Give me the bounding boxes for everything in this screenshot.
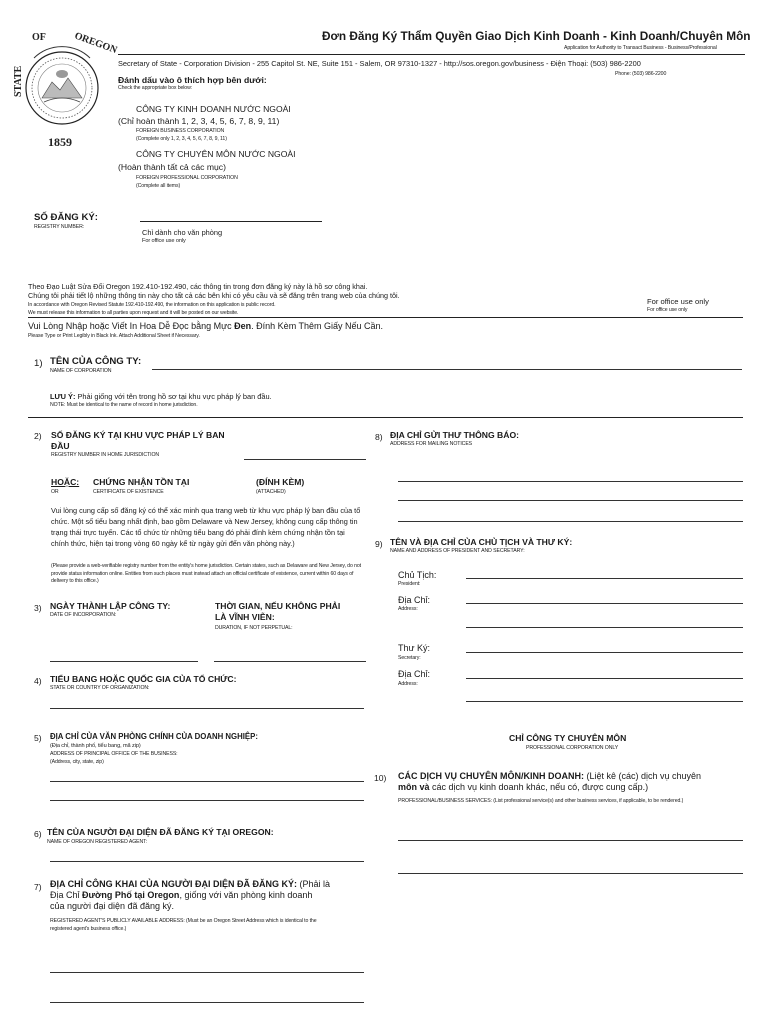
- s2-number: 2): [34, 431, 42, 441]
- president-address-field-1[interactable]: [466, 603, 743, 604]
- s3-number: 3): [34, 603, 42, 613]
- services-field-2[interactable]: [398, 873, 743, 874]
- secretary-label: Thư Ký:: [398, 643, 431, 653]
- s9-label-en: NAME AND ADDRESS OF PRESIDENT AND SECRETARY:: [390, 548, 525, 554]
- s5-sub: (Địa chỉ, thành phố, tiểu bang, mã zip): [50, 743, 141, 749]
- secretary-address-label-en: Address:: [398, 681, 418, 687]
- s2-attached: (ĐÍNH KÈM): [256, 477, 305, 487]
- s2-or: HOẶC:: [51, 477, 80, 487]
- agency-address: Secretary of State - Corporation Division - 255 Capitol St. NE, Suite 151 - Salem, OR 97310-1327 - http://sos.oregon.gov/business - Điện Thoại: (503) 986-2200: [118, 59, 641, 68]
- president-address-label-en: Address:: [398, 606, 418, 612]
- mailing-address-field-1[interactable]: [398, 481, 743, 482]
- registered-agent-field[interactable]: [50, 861, 364, 862]
- s2-or-en: OR: [51, 489, 59, 495]
- s5-number: 5): [34, 733, 42, 743]
- ink-instruction-en: Please Type or Print Legibly in Black Ink. Attach Additional Sheet if Necessary.: [28, 333, 200, 339]
- s1-label-en: NAME OF CORPORATION: [50, 368, 112, 374]
- section-divider: [28, 317, 743, 318]
- s3-label-en: DATE OF INCORPORATION:: [50, 612, 117, 618]
- section-divider-2: [28, 417, 743, 418]
- principal-office-field-2[interactable]: [50, 800, 364, 801]
- secretary-address-field-2[interactable]: [466, 701, 743, 702]
- president-label: Chủ Tịch:: [398, 570, 437, 580]
- president-address-field-2[interactable]: [466, 627, 743, 628]
- office-only-label-en: For office use only: [142, 238, 186, 244]
- s2-attached-en: (ATTACHED): [256, 489, 286, 495]
- check-instruction-en: Check the appropriate box below:: [118, 85, 193, 91]
- registry-label-en: REGISTRY NUMBER:: [34, 224, 85, 230]
- public-record-line1: Theo Đạo Luật Sửa Đổi Oregon 192.410-192.490, các thông tin trong đơn đăng ký này là hồ sơ công khai.: [28, 282, 368, 291]
- s6-label: TÊN CỦA NGƯỜI ĐẠI DIỆN ĐÃ ĐĂNG KÝ TẠI OREGON:: [47, 827, 274, 837]
- s2-label-en: REGISTRY NUMBER IN HOME JURISDICTION: [51, 452, 160, 458]
- option-business-title[interactable]: CÔNG TY KINH DOANH NƯỚC NGOÀI: [136, 104, 291, 114]
- option-professional-note-en: (Complete all items): [136, 183, 181, 189]
- s2-paragraph: Vui lòng cung cấp số đăng ký có thể xác minh qua trang web từ khu vực pháp lý ban đầu của tổ chức. Một số tiểu bang nhất định, bao gồm Delaware và New Jersey, không cung cấp thông tin trạng thái trực tuyến. Các tổ chức từ những tiểu bang đó phải đính kèm chứng nhận tồn tại chính thức, hiện tại trong vòng 60 ngày kể từ ngày gửi đến văn phòng này.): [51, 506, 361, 548]
- mailing-address-field-3[interactable]: [398, 521, 743, 522]
- s5-label: ĐỊA CHỈ CỦA VĂN PHÒNG CHÍNH CỦA DOANH NGHIỆP:: [50, 732, 258, 741]
- incorporation-date-field[interactable]: [50, 661, 198, 662]
- svg-text:STATE: STATE: [13, 65, 24, 97]
- s8-label: ĐỊA CHỈ GỬI THƯ THÔNG BÁO:: [390, 430, 519, 440]
- s2-paragraph-en: (Please provide a web-verifiable registry number from the entity's home jurisdiction. Certain states, such as Delaware and New Jersey, do not provide status information online. Entities from such places must instead attach an official certificate of existence, current within 60 days of delivery to this office.): [51, 563, 362, 584]
- secretary-address-field-1[interactable]: [466, 678, 743, 679]
- s3-duration-en: DURATION, IF NOT PERPETUAL:: [215, 625, 293, 631]
- s1-note-en: NOTE: Must be identical to the name of record in home jurisdiction.: [50, 402, 198, 408]
- s3-duration-2: LÀ VĨNH VIỄN:: [215, 612, 275, 622]
- s6-number: 6): [34, 829, 42, 839]
- public-record-line2: Chúng tôi phải tiết lộ những thông tin này cho tất cả các bên khi có yêu cầu và sẽ đăng trên trang web của chúng tôi.: [28, 291, 400, 300]
- s5-sub-en: (Address, city, state, zip): [50, 759, 104, 765]
- professional-only-title-en: PROFESSIONAL CORPORATION ONLY: [526, 745, 619, 751]
- home-registry-number-field[interactable]: [244, 459, 366, 460]
- form-subtitle-en: Application for Authority to Transact Business - Business/Professional: [564, 45, 717, 51]
- office-only-label: Chỉ dành cho văn phòng: [142, 228, 223, 237]
- s1-label: TÊN CỦA CÔNG TY:: [50, 356, 142, 367]
- secretary-field[interactable]: [466, 652, 743, 653]
- s6-label-en: NAME OF OREGON REGISTERED AGENT:: [47, 839, 147, 845]
- s8-label-en: ADDRESS FOR MAILING NOTICES: [390, 441, 473, 447]
- s4-label: TIỂU BANG HOẶC QUỐC GIA CỦA TỔ CHỨC:: [50, 674, 237, 684]
- option-professional-title[interactable]: CÔNG TY CHUYÊN MÔN NƯỚC NGOÀI: [136, 149, 296, 159]
- s3-duration-1: THỜI GIAN, NẾU KHÔNG PHẢI: [215, 601, 341, 611]
- s9-number: 9): [375, 539, 383, 549]
- s10-number: 10): [374, 773, 387, 783]
- s2-label-1: SỐ ĐĂNG KÝ TẠI KHU VỰC PHÁP LÝ BAN: [51, 430, 225, 440]
- agent-address-field-2[interactable]: [50, 1002, 364, 1003]
- option-professional-en: FOREIGN PROFESSIONAL CORPORATION: [136, 175, 238, 181]
- public-record-line4: We must release this information to all parties upon request and it will be posted on our website.: [28, 310, 239, 316]
- option-business-note-en: (Complete only 1, 2, 3, 4, 5, 6, 7, 8, 9, 11): [136, 136, 227, 142]
- services-field-1[interactable]: [398, 840, 743, 841]
- for-office-use-en: For office use only: [647, 307, 688, 313]
- form-title: Đơn Đăng Ký Thẩm Quyền Giao Dịch Kinh Doanh - Kinh Doanh/Chuyên Môn: [322, 29, 751, 43]
- duration-field[interactable]: [214, 661, 366, 662]
- registry-label: SỐ ĐĂNG KÝ:: [34, 212, 98, 223]
- s5-label-en: ADDRESS OF PRINCIPAL OFFICE OF THE BUSINESS:: [50, 751, 178, 757]
- s10-label: CÁC DỊCH VỤ CHUYÊN MÔN/KINH DOANH: (Liệt kê (các) dịch vụ chuyên môn và các dịch vụ kinh doanh khác, nếu có, được cung cấp.): [398, 771, 702, 792]
- professional-only-title: CHỈ CÔNG TY CHUYÊN MÔN: [509, 733, 627, 743]
- secretary-address-label: Địa Chỉ:: [398, 669, 431, 679]
- s1-number: 1): [34, 358, 43, 369]
- option-professional-note: (Hoàn thành tất cả các mục): [118, 162, 226, 172]
- oregon-state-seal: [13, 24, 119, 152]
- president-address-label: Địa Chỉ:: [398, 595, 431, 605]
- s7-label-en-2: registered agent's business office.): [50, 926, 127, 932]
- svg-text:OREGON: OREGON: [72, 30, 119, 57]
- s1-note: LƯU Ý: Phải giống với tên trong hồ sơ tại khu vực pháp lý ban đầu.: [50, 392, 272, 401]
- state-country-field[interactable]: [50, 708, 364, 709]
- s4-number: 4): [34, 676, 42, 686]
- option-business-en: FOREIGN BUSINESS CORPORATION: [136, 128, 225, 134]
- principal-office-field-1[interactable]: [50, 781, 364, 782]
- secretary-label-en: Secretary:: [398, 655, 421, 661]
- option-business-note: (Chỉ hoàn thành 1, 2, 3, 4, 5, 6, 7, 8, 9, 11): [118, 116, 280, 126]
- svg-text:OF: OF: [32, 32, 46, 43]
- check-instruction: Đánh dấu vào ô thích hợp bên dưới:: [118, 75, 267, 85]
- s7-number: 7): [34, 882, 42, 892]
- ink-instruction: Vui Lòng Nhập hoặc Viết In Hoa Dễ Đọc bằng Mực Đen. Đính Kèm Thêm Giấy Nếu Cần.: [28, 321, 384, 331]
- s4-label-en: STATE OR COUNTRY OF ORGANIZATION:: [50, 685, 150, 691]
- agent-address-field-1[interactable]: [50, 972, 364, 973]
- s8-number: 8): [375, 432, 383, 442]
- president-label-en: President:: [398, 581, 421, 587]
- public-record-line3: In accordance with Oregon Revised Statute 192.410-192.490, the information on this application is public record.: [28, 302, 276, 308]
- phone-en: Phone: (503) 986-2200: [615, 71, 667, 77]
- s2-certificate: CHỨNG NHẬN TỒN TẠI: [93, 477, 190, 487]
- s10-label-en: PROFESSIONAL/BUSINESS SERVICES: (List professional service(s) and other business services, if applicable, to be rendered.): [398, 798, 684, 804]
- s7-label: ĐỊA CHỈ CÔNG KHAI CỦA NGƯỜI ĐẠI DIỆN ĐÃ ĐĂNG KÝ: (Phải là Địa Chỉ Đường Phố tại Oregon, giống với văn phòng kinh doanh của người đại diện đã đăng ký.: [50, 879, 331, 911]
- mailing-address-field-2[interactable]: [398, 500, 743, 501]
- corporation-name-field[interactable]: [152, 369, 742, 370]
- s3-label: NGÀY THÀNH LẬP CÔNG TY:: [50, 601, 171, 611]
- s2-label-2: ĐẦU: [51, 441, 70, 451]
- svg-text:1859: 1859: [48, 135, 72, 149]
- s9-label: TÊN VÀ ĐỊA CHỈ CỦA CHỦ TỊCH VÀ THƯ KÝ:: [390, 537, 573, 547]
- s2-certificate-en: CERTIFICATE OF EXISTENCE: [93, 489, 164, 495]
- president-field[interactable]: [466, 578, 743, 579]
- for-office-use: For office use only: [647, 297, 709, 306]
- s7-label-en-1: REGISTERED AGENT'S PUBLICLY AVAILABLE ADDRESS: (Must be an Oregon Street Address which is identical to the: [50, 918, 317, 924]
- registry-number-field[interactable]: [140, 221, 322, 222]
- header-rule: [118, 54, 745, 55]
